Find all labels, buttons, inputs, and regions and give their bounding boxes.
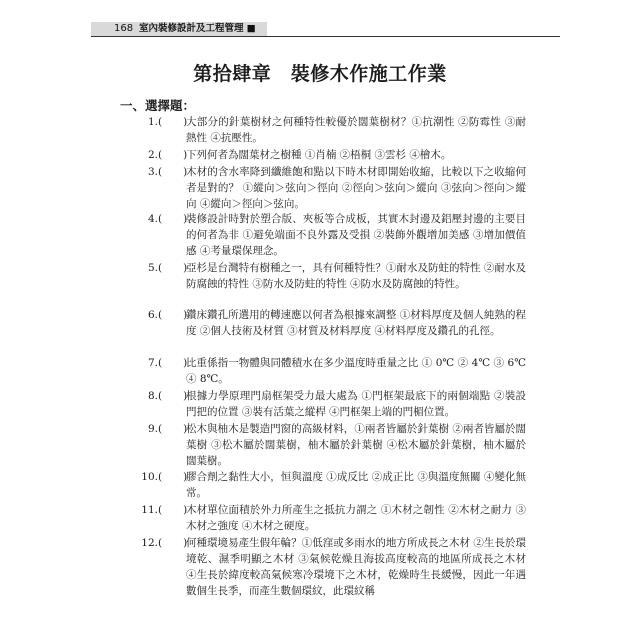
question-number: 4. xyxy=(147,213,158,225)
question-number: 6. xyxy=(147,309,158,321)
question-text: 木材的含水率降到纖維飽和點以下時木材即開始收縮，比較以下之收縮何者是對的？ ①縱向＞弦向＞徑向 ②徑向＞弦向＞縱向 ③弦向＞徑向＞縱向 ④縱向＞徑向＞弦向。 xyxy=(186,166,526,210)
answer-blank: ( ) xyxy=(158,309,188,321)
question-text: 比重係指一物體與同體積水在多少溫度時重量之比 ① 0℃ ② 4℃ ③ 6℃ ④ 8℃。 xyxy=(186,357,526,385)
question-text: 裝修設計時對於塑合版、夾板等合成板，其實木封邊及鋁壓封邊的主要目的何者為非 ①避免端面不良外露及受損 ②裝飾外觀增加美感 ③增加價值感 ④考量環保理念。 xyxy=(186,213,526,257)
answer-blank: ( ) xyxy=(158,166,188,178)
answer-blank: ( ) xyxy=(158,390,188,402)
answer-blank: ( ) xyxy=(158,213,188,225)
section-heading: 一、選擇題： xyxy=(120,98,196,113)
question-text: 根據力學原理門扇框架受力最大處為 ①門框架最底下的兩個端點 ②裝設門把的位置 ③裝有活葉之縱桿 ④門框架上端的門楣位置。 xyxy=(186,390,526,418)
question-number: 5. xyxy=(147,262,158,274)
question-text: 松木與柚木是製造門窗的高級材料，①兩者皆屬於針葉樹 ②兩者皆屬於闊葉樹 ③松木屬於闊葉樹，柚木屬於針葉樹 ④松木屬於針葉樹，柚木屬於闊葉樹。 xyxy=(186,423,526,467)
question-text: 木材單位面積於外力所產生之抵抗力謂之 ①木材之韌性 ②木材之耐力 ③木材之強度 ④木材之硬度。 xyxy=(186,504,526,532)
question-number: 8. xyxy=(147,390,158,402)
answer-blank: ( ) xyxy=(158,116,188,128)
answer-blank: ( ) xyxy=(158,357,188,369)
question-text: 鑽床鑽孔所選用的轉速應以何者為根據來調整 ①材料厚度及個人純熟的程度 ②個人技術及材質 ③材質及材料厚度 ④材料厚度及鑽孔的孔徑。 xyxy=(186,309,526,337)
question-number: 7. xyxy=(147,357,158,369)
answer-blank: ( ) xyxy=(158,149,188,161)
answer-blank: ( ) xyxy=(158,504,188,516)
question-text: 下列何者為闊葉材之樹種 ①肖楠 ②梧桐 ③雲杉 ④檜木。 xyxy=(186,149,452,161)
page-number: 168 xyxy=(114,23,134,34)
answer-blank: ( ) xyxy=(158,262,188,274)
chapter-title: 第拾肆章 裝修木作施工作業 xyxy=(193,63,447,85)
question-number: 1. xyxy=(147,116,158,128)
question-number: 12. xyxy=(141,537,158,549)
question-text: 膠合劑之黏性大小，恒與溫度 ①成反比 ②成正比 ③與溫度無關 ④變化無常。 xyxy=(186,471,526,499)
question-number: 10. xyxy=(141,471,158,483)
question-text: 大部分的針葉樹材之何種特性較優於闊葉樹材？①抗潮性 ②防霉性 ③耐熱性 ④抗壓性。 xyxy=(186,116,526,144)
question-text: 亞杉是台灣特有樹種之一，具有何種特性？①耐水及防蛀的特性 ②耐水及防腐蝕的特性 ③防水及防蛀的特性 ④防水及防腐蝕的特性。 xyxy=(186,262,526,290)
question-number: 9. xyxy=(147,423,158,435)
running-header-title: 室內裝修設計及工程管理 ■ xyxy=(139,23,256,34)
question-number: 3. xyxy=(147,166,158,178)
question-text: 何種環境易產生假年輪？①低窪或多雨水的地方所成長之木材 ②生長於環境乾、濕季明顯之木材 ③氣候乾燥且海拔高度較高的地區所成長之木材 ④生長於緯度較高氣候寒冷環境下之木材，乾燥時生長緩慢，因此一年遇數個生長季，而產生數個環紋，此環紋稱 xyxy=(186,537,526,597)
question-number: 2. xyxy=(147,149,158,161)
answer-blank: ( ) xyxy=(158,471,188,483)
question-number: 11. xyxy=(141,504,158,516)
answer-blank: ( ) xyxy=(158,537,188,549)
answer-blank: ( ) xyxy=(158,423,188,435)
